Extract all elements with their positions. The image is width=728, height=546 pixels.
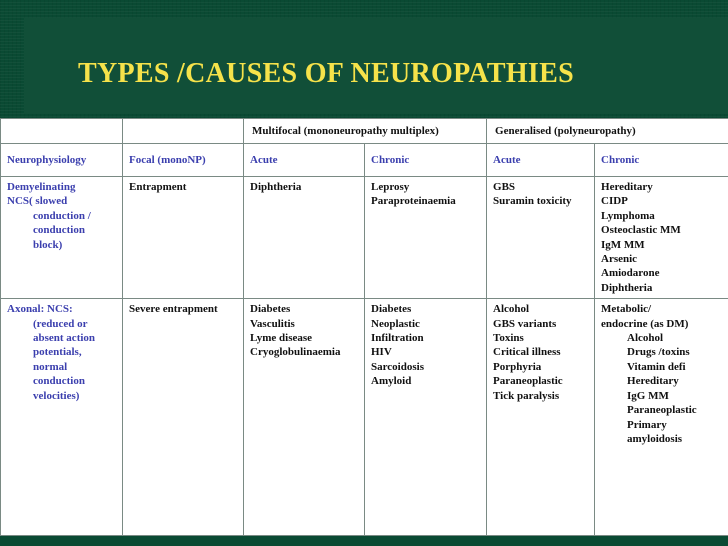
cell-line: endocrine (as DM) [601, 317, 689, 330]
cell-line: conduction / [33, 209, 91, 222]
cell-multifocal-acute [244, 299, 365, 536]
empty-cell [1, 119, 123, 144]
cell-focal [123, 177, 244, 299]
cell-line: Severe entrapment [129, 303, 218, 316]
cell-focal [123, 299, 244, 536]
table-row-axonal [1, 299, 728, 536]
cell-line: amyloidosis [627, 432, 683, 445]
cell-line: Cryoglobulinaemia [250, 346, 341, 359]
col-header-generalised-acute: Acute [487, 144, 595, 177]
neuropathy-table-container [0, 118, 728, 536]
cell-line: Sarcoidosis [371, 360, 424, 373]
cell-generalised-chronic [595, 299, 728, 536]
empty-cell [123, 119, 244, 144]
cell-line: Amyloid [371, 375, 412, 388]
col-header-neurophysiology: Neurophysiology [1, 144, 123, 177]
col-header-multifocal-acute: Acute [244, 144, 365, 177]
cell-line: absent action [33, 332, 96, 345]
row-label-axonal [1, 299, 123, 536]
cell-line: Primary [627, 418, 667, 431]
cell-line: Infiltration [371, 332, 424, 345]
cell-line: Leprosy [371, 181, 410, 193]
neuropathy-table [0, 118, 728, 536]
group-header-multifocal: Multifocal (mononeuropathy multiplex) [244, 119, 487, 144]
cell-multifocal-acute [244, 177, 365, 299]
cell-generalised-chronic [595, 177, 728, 299]
table-row-demyelinating [1, 177, 728, 299]
cell-generalised-acute [487, 177, 595, 299]
cell-line: IgM MM [601, 238, 645, 251]
cell-line: Entrapment [129, 181, 187, 193]
cell-line: CIDP [601, 195, 628, 208]
cell-line: Paraproteinaemia [371, 195, 456, 208]
cell-line: conduction [33, 224, 85, 237]
cell-line: conduction [33, 375, 85, 388]
cell-line: Suramin toxicity [493, 195, 572, 208]
cell-line: Hereditary [601, 181, 653, 193]
col-header-generalised-chronic: Chronic [595, 144, 728, 177]
cell-line: Amiodarone [601, 267, 660, 280]
cell-line: Lyme disease [250, 332, 313, 345]
cell-line: Metabolic/ [601, 303, 652, 316]
cell-line: IgG MM [627, 389, 669, 402]
cell-line: Critical illness [493, 346, 561, 359]
cell-line: GBS variants [493, 317, 557, 330]
group-header-row [1, 119, 728, 144]
column-header-row [1, 144, 728, 177]
col-header-multifocal-chronic: Chronic [365, 144, 487, 177]
cell-line: Lymphoma [601, 209, 655, 222]
cell-line: Osteoclastic MM [601, 224, 681, 237]
cell-line: block) [33, 238, 63, 251]
cell-generalised-acute [487, 299, 595, 536]
cell-multifocal-chronic [365, 177, 487, 299]
group-header-generalised: Generalised (polyneuropathy) [487, 119, 728, 144]
cell-line: (reduced or [33, 317, 88, 330]
cell-line: Porphyria [493, 360, 542, 373]
cell-line: NCS( slowed [7, 195, 68, 208]
cell-line: Arsenic [601, 253, 638, 266]
cell-line: Axonal: NCS: [7, 303, 73, 316]
cell-multifocal-chronic [365, 299, 487, 536]
slide-title: TYPES /CAUSES OF NEUROPATHIES [78, 58, 574, 89]
cell-line: Diabetes [250, 303, 291, 316]
cell-line: Toxins [493, 332, 524, 345]
cell-line: Diabetes [371, 303, 412, 316]
cell-line: Drugs /toxins [627, 346, 690, 359]
cell-line: Hereditary [627, 375, 679, 388]
cell-line: Alcohol [493, 303, 530, 316]
cell-line: Vitamin defi [627, 360, 686, 373]
cell-line: Tick paralysis [493, 389, 560, 402]
row-label-demyelinating [1, 177, 123, 299]
bottom-bar [0, 536, 728, 546]
cell-line: Diphtheria [601, 281, 653, 294]
cell-line: GBS [493, 181, 516, 193]
cell-line: potentials, [33, 346, 82, 359]
cell-line: Paraneoplastic [627, 404, 697, 417]
cell-line: velocities) [33, 389, 80, 402]
col-header-focal: Focal (monoNP) [123, 144, 244, 177]
cell-line: HIV [371, 346, 392, 359]
cell-line: Neoplastic [371, 317, 420, 330]
cell-line: Demyelinating [7, 181, 76, 193]
cell-line: Paraneoplastic [493, 375, 563, 388]
cell-line: normal [33, 360, 68, 373]
cell-line: Diphtheria [250, 181, 302, 193]
cell-line: Vasculitis [250, 317, 295, 330]
cell-line: Alcohol [627, 332, 664, 345]
